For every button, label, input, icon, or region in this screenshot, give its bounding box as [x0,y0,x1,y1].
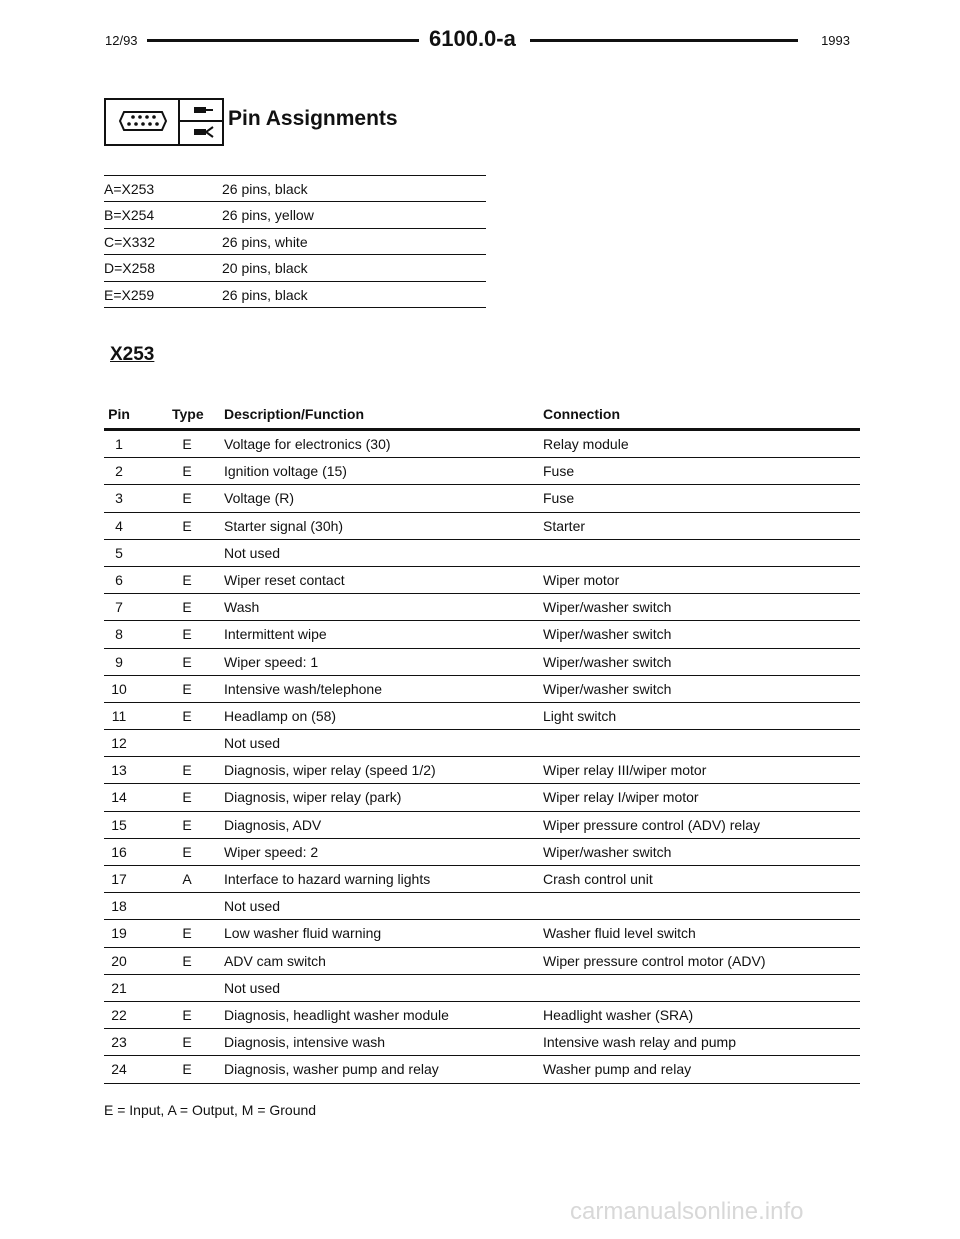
pin-number: 24 [111,1061,127,1078]
assignment-row [104,255,486,281]
table-row [104,1029,860,1056]
pin-description: Intensive wash/telephone [224,680,382,697]
pin-number: 14 [111,789,127,806]
pin-connection: Wiper pressure control motor (ADV) [543,952,766,969]
pin-number: 9 [115,653,123,670]
table-row [104,812,860,839]
header-pin: Pin [108,406,130,422]
pin-description: Starter signal (30h) [224,517,344,534]
assignment-key: E=X259 [104,286,155,303]
pin-connection: Wiper/washer switch [543,599,672,616]
table-row [104,621,860,648]
pin-description: Diagnosis, wiper relay (speed 1/2) [224,762,436,779]
pin-connection: Headlight washer (SRA) [543,1006,694,1023]
assignment-key: A=X253 [104,181,155,197]
legend-note: E = Input, A = Output, M = Ground [104,1102,317,1118]
connector-assignment-table [104,175,486,308]
pin-number: 20 [111,952,127,969]
assignment-key: C=X332 [104,233,155,250]
pin-description: Diagnosis, wiper relay (park) [224,789,402,806]
pin-type: E [182,571,192,588]
header-rule-left [147,39,419,42]
table-row [104,784,860,811]
pin-number: 23 [111,1034,127,1051]
assignment-value: 20 pins, black [222,260,308,277]
pin-type: E [182,653,192,670]
pin-number: 19 [111,925,127,942]
pin-type: E [182,707,192,724]
header-doc-number: 6100.0-a [429,26,516,51]
pin-connection: Wiper/washer switch [543,653,672,670]
table-row [104,975,860,1002]
pin-type: E [182,490,192,507]
assignment-row [104,282,486,308]
table-row [104,567,860,594]
pin-number: 2 [115,463,123,480]
header-year: 1993 [821,33,850,48]
pin-description: Diagnosis, washer pump and relay [224,1061,439,1078]
table-row [104,757,860,784]
pin-male-icon [192,104,214,116]
header-type: Type [172,406,204,422]
pin-description: Wiper speed: 2 [224,843,319,860]
assignment-value: 26 pins, black [222,181,308,197]
assignment-key: B=X254 [104,207,155,224]
pin-number: 13 [111,762,127,779]
pin-type: E [182,925,192,942]
table-row [104,920,860,947]
pin-connection: Intensive wash relay and pump [543,1034,736,1051]
pin-number: 8 [115,626,123,643]
pin-description: Not used [224,544,281,561]
table-row [104,513,860,540]
assignment-value: 26 pins, yellow [222,207,314,224]
table-row [104,676,860,703]
pin-connection: Wiper/washer switch [543,680,672,697]
pin-number: 18 [111,898,127,915]
pin-description: Not used [224,979,281,996]
section-title: Pin Assignments [228,107,398,130]
pin-female-icon [192,125,214,139]
pin-type: E [182,680,192,697]
pin-connection: Washer pump and relay [543,1061,692,1078]
pin-connection: Wiper relay III/wiper motor [543,762,707,779]
table-row [104,540,860,567]
table-row [104,1056,860,1083]
pin-description: Wash [224,599,260,616]
pin-description: Intermittent wipe [224,626,327,643]
pin-number: 10 [111,680,127,697]
pin-connection: Fuse [543,463,575,480]
pin-connection: Wiper pressure control (ADV) relay [543,816,761,833]
pin-description: Wiper reset contact [224,571,345,588]
pin-connection: Wiper/washer switch [543,626,672,643]
pin-description: Diagnosis, headlight washer module [224,1006,449,1023]
pin-number: 6 [115,571,123,588]
pin-number: 16 [111,843,127,860]
table-row [104,839,860,866]
pin-number: 3 [115,490,123,507]
assignment-value: 26 pins, black [222,286,308,303]
table-row [104,703,860,730]
pin-connection: Wiper motor [543,571,620,588]
pin-type: E [182,517,192,534]
pin-connection: Washer fluid level switch [543,925,696,942]
pin-table-header [104,404,860,431]
pin-number: 5 [115,544,123,561]
pin-type: E [182,952,192,969]
pin-type: E [182,463,192,480]
pin-number: 22 [111,1006,127,1023]
pin-type: E [182,626,192,643]
assignment-row [104,202,486,228]
header-rule-right [530,39,798,42]
pin-type: E [182,1006,192,1023]
table-row [104,1002,860,1029]
pin-type: E [182,599,192,616]
table-row [104,730,860,757]
pin-connection: Starter [543,517,586,534]
watermark: carmanualsonline.info [570,1198,804,1225]
pin-connection: Wiper/washer switch [543,843,672,860]
pin-type: E [182,1034,192,1051]
pin-table-body [104,431,860,1084]
pin-connection: Crash control unit [543,871,653,887]
assignment-row [104,229,486,255]
header-description: Description/Function [224,406,364,422]
page-header [105,26,850,54]
pin-number: 12 [111,735,127,752]
pin-number: 11 [111,707,127,724]
pin-description: Interface to hazard warning lights [224,871,431,887]
pin-type: E [182,816,192,833]
pin-number: 17 [111,871,127,887]
pin-description: Not used [224,735,281,752]
pin-number: 7 [115,599,123,616]
pin-description: ADV cam switch [224,952,326,969]
table-row [104,431,860,458]
assignment-key: D=X258 [104,260,155,277]
pin-number: 4 [115,517,123,534]
connector-plug-icon [118,109,168,133]
pin-number: 1 [115,436,123,452]
pin-description: Low washer fluid warning [224,925,382,942]
header-date: 12/93 [105,33,138,48]
pin-number: 15 [111,816,127,833]
connector-title: X253 [110,344,155,365]
pin-description: Not used [224,898,281,915]
connector-symbol-box [104,98,224,146]
pin-type: E [182,762,192,779]
table-row [104,458,860,485]
pin-description: Voltage for electronics (30) [224,436,391,452]
pin-type: E [182,843,192,860]
table-row [104,893,860,920]
pin-description: Voltage (R) [224,490,295,507]
pin-description: Headlamp on (58) [224,707,337,724]
pin-number: 21 [111,979,127,996]
header-connection: Connection [543,406,620,422]
pin-description: Ignition voltage (15) [224,463,347,480]
table-row [104,594,860,621]
pin-type: E [182,1061,192,1078]
pin-description: Diagnosis, ADV [224,816,322,833]
table-row [104,485,860,512]
pin-description: Diagnosis, intensive wash [224,1034,386,1051]
pin-connection: Relay module [543,436,629,452]
table-row [104,649,860,676]
pin-table [104,404,860,1084]
assignment-value: 26 pins, white [222,233,308,250]
pin-type: E [182,789,192,806]
pin-connection: Fuse [543,490,575,507]
table-row [104,948,860,975]
pin-description: Wiper speed: 1 [224,653,319,670]
pin-connection: Light switch [543,707,617,724]
assignment-row [104,175,486,202]
pin-type: E [182,436,192,452]
table-row [104,866,860,893]
pin-connection: Wiper relay I/wiper motor [543,789,699,806]
pin-type: A [182,871,192,887]
